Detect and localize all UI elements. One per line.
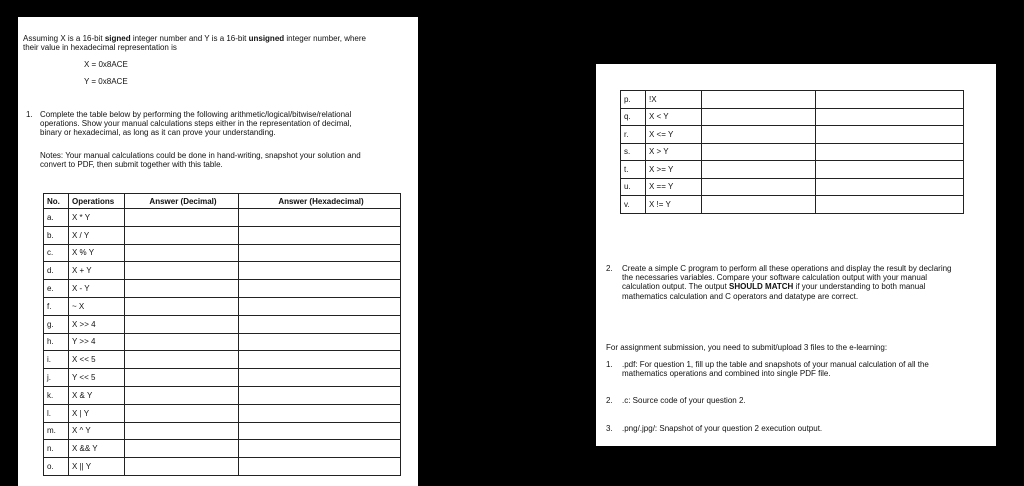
answer-hexadecimal-cell[interactable] bbox=[239, 386, 401, 404]
answer-hexadecimal-cell[interactable] bbox=[239, 333, 401, 351]
operation-cell: X && Y bbox=[69, 440, 125, 458]
answer-hexadecimal-cell[interactable] bbox=[239, 404, 401, 422]
answer-hexadecimal-cell[interactable] bbox=[239, 209, 401, 227]
header-answer-decimal: Answer (Decimal) bbox=[125, 194, 239, 209]
answer-decimal-cell[interactable] bbox=[702, 178, 816, 196]
question-1-number: 1. bbox=[26, 110, 33, 119]
table-row bbox=[44, 333, 401, 351]
answer-hexadecimal-cell[interactable] bbox=[816, 108, 964, 126]
relational-table-body bbox=[621, 91, 964, 214]
operation-cell: X | Y bbox=[69, 404, 125, 422]
operation-cell: X + Y bbox=[69, 262, 125, 280]
question-1-notes-1: Notes: Your manual calculations could be done in hand-writing, snapshot your solution and bbox=[40, 151, 361, 160]
answer-decimal-cell[interactable] bbox=[125, 315, 239, 333]
table-row bbox=[44, 369, 401, 387]
question-2-number: 2. bbox=[606, 264, 613, 273]
row-number-cell: u. bbox=[621, 178, 646, 196]
row-number-cell: g. bbox=[44, 315, 69, 333]
answer-decimal-cell[interactable] bbox=[702, 91, 816, 109]
operation-cell: ~ X bbox=[69, 297, 125, 315]
answer-hexadecimal-cell[interactable] bbox=[239, 262, 401, 280]
table-row bbox=[621, 161, 964, 179]
answer-decimal-cell[interactable] bbox=[125, 262, 239, 280]
header-no: No. bbox=[44, 194, 69, 209]
answer-decimal-cell[interactable] bbox=[702, 126, 816, 144]
table-row bbox=[44, 209, 401, 227]
header-operations: Operations bbox=[69, 194, 125, 209]
row-number-cell: e. bbox=[44, 280, 69, 298]
answer-hexadecimal-cell[interactable] bbox=[239, 315, 401, 333]
row-number-cell: k. bbox=[44, 386, 69, 404]
operation-cell: X * Y bbox=[69, 209, 125, 227]
answer-decimal-cell[interactable] bbox=[125, 440, 239, 458]
operation-cell: X & Y bbox=[69, 386, 125, 404]
submission-item-1-line-2: mathematics operations and combined into single PDF file. bbox=[622, 369, 831, 378]
intro-line-2: their value in hexadecimal representation is bbox=[23, 43, 177, 52]
row-number-cell: i. bbox=[44, 351, 69, 369]
answer-decimal-cell[interactable] bbox=[125, 333, 239, 351]
answer-hexadecimal-cell[interactable] bbox=[816, 91, 964, 109]
operation-cell: X >= Y bbox=[646, 161, 702, 179]
submission-item-1-line-1: .pdf: For question 1, fill up the table and snapshots of your manual calculation of all the bbox=[622, 360, 929, 369]
question-1-line-1: Complete the table below by performing the following arithmetic/logical/bitwise/relational bbox=[40, 110, 352, 119]
row-number-cell: q. bbox=[621, 108, 646, 126]
answer-decimal-cell[interactable] bbox=[702, 143, 816, 161]
submission-item-2-number: 2. bbox=[606, 396, 613, 405]
table-row bbox=[621, 126, 964, 144]
row-number-cell: j. bbox=[44, 369, 69, 387]
answer-decimal-cell[interactable] bbox=[125, 369, 239, 387]
row-number-cell: f. bbox=[44, 297, 69, 315]
table-row bbox=[44, 297, 401, 315]
answer-hexadecimal-cell[interactable] bbox=[816, 161, 964, 179]
submission-item-3-line-1: .png/.jpg/: Snapshot of your question 2 execution output. bbox=[622, 424, 823, 433]
operation-cell: X << 5 bbox=[69, 351, 125, 369]
table-row bbox=[621, 91, 964, 109]
operation-cell: X == Y bbox=[646, 178, 702, 196]
left-document-page bbox=[18, 17, 418, 486]
table-row bbox=[44, 440, 401, 458]
row-number-cell: l. bbox=[44, 404, 69, 422]
answer-hexadecimal-cell[interactable] bbox=[816, 196, 964, 214]
table-row bbox=[44, 458, 401, 476]
operations-table-body bbox=[44, 209, 401, 476]
answer-decimal-cell[interactable] bbox=[702, 108, 816, 126]
row-number-cell: c. bbox=[44, 244, 69, 262]
question-1-line-2: operations. Show your manual calculations steps either in the representation of decimal, bbox=[40, 119, 352, 128]
table-row bbox=[44, 244, 401, 262]
table-row bbox=[621, 108, 964, 126]
y-value: Y = 0x8ACE bbox=[84, 77, 128, 86]
answer-hexadecimal-cell[interactable] bbox=[239, 244, 401, 262]
table-row bbox=[44, 404, 401, 422]
row-number-cell: d. bbox=[44, 262, 69, 280]
question-1-notes-2: convert to PDF, then submit together with this table. bbox=[40, 160, 223, 169]
answer-hexadecimal-cell[interactable] bbox=[239, 440, 401, 458]
operation-cell: X / Y bbox=[69, 226, 125, 244]
answer-decimal-cell[interactable] bbox=[125, 244, 239, 262]
row-number-cell: s. bbox=[621, 143, 646, 161]
row-number-cell: a. bbox=[44, 209, 69, 227]
row-number-cell: n. bbox=[44, 440, 69, 458]
operation-cell: X != Y bbox=[646, 196, 702, 214]
table-row bbox=[44, 351, 401, 369]
answer-hexadecimal-cell[interactable] bbox=[816, 143, 964, 161]
row-number-cell: p. bbox=[621, 91, 646, 109]
operation-cell: X > Y bbox=[646, 143, 702, 161]
operation-cell: X <= Y bbox=[646, 126, 702, 144]
table-row bbox=[44, 280, 401, 298]
row-number-cell: o. bbox=[44, 458, 69, 476]
answer-decimal-cell[interactable] bbox=[125, 458, 239, 476]
table-row bbox=[44, 226, 401, 244]
table-row bbox=[44, 315, 401, 333]
operation-cell: X >> 4 bbox=[69, 315, 125, 333]
row-number-cell: m. bbox=[44, 422, 69, 440]
answer-decimal-cell[interactable] bbox=[125, 209, 239, 227]
operation-cell: X - Y bbox=[69, 280, 125, 298]
answer-hexadecimal-cell[interactable] bbox=[239, 280, 401, 298]
answer-decimal-cell[interactable] bbox=[125, 226, 239, 244]
question-2-line-2: the necessaries variables. Compare your software calculation output with your manual bbox=[622, 273, 928, 282]
row-number-cell: r. bbox=[621, 126, 646, 144]
operation-cell: X ^ Y bbox=[69, 422, 125, 440]
question-2-line-3: calculation output. The output SHOULD MATCH if your understanding to both manual bbox=[622, 282, 926, 291]
operation-cell: Y >> 4 bbox=[69, 333, 125, 351]
answer-hexadecimal-cell[interactable] bbox=[239, 226, 401, 244]
table-row bbox=[621, 196, 964, 214]
question-2-line-4: mathematics calculation and C operators and datatype are correct. bbox=[622, 292, 859, 301]
question-2-line-1: Create a simple C program to perform all these operations and display the result by declaring bbox=[622, 264, 952, 273]
operation-cell: Y << 5 bbox=[69, 369, 125, 387]
operation-cell: X || Y bbox=[69, 458, 125, 476]
operation-cell: !X bbox=[646, 91, 702, 109]
table-row bbox=[621, 178, 964, 196]
table-row bbox=[44, 262, 401, 280]
operation-cell: X < Y bbox=[646, 108, 702, 126]
answer-decimal-cell[interactable] bbox=[125, 422, 239, 440]
answer-hexadecimal-cell[interactable] bbox=[816, 178, 964, 196]
operations-table bbox=[43, 193, 401, 476]
answer-hexadecimal-cell[interactable] bbox=[239, 458, 401, 476]
answer-decimal-cell[interactable] bbox=[702, 196, 816, 214]
table-header-row bbox=[44, 194, 401, 209]
answer-hexadecimal-cell[interactable] bbox=[239, 297, 401, 315]
operation-cell: X % Y bbox=[69, 244, 125, 262]
table-row bbox=[621, 143, 964, 161]
answer-decimal-cell[interactable] bbox=[125, 404, 239, 422]
table-row bbox=[44, 386, 401, 404]
intro-line-1: Assuming X is a 16-bit signed integer number and Y is a 16-bit unsigned integer number, where bbox=[23, 34, 366, 43]
relational-operations-table bbox=[620, 90, 964, 214]
answer-decimal-cell[interactable] bbox=[125, 297, 239, 315]
submission-item-1-number: 1. bbox=[606, 360, 613, 369]
row-number-cell: h. bbox=[44, 333, 69, 351]
submission-item-3-number: 3. bbox=[606, 424, 613, 433]
answer-decimal-cell[interactable] bbox=[125, 280, 239, 298]
row-number-cell: v. bbox=[621, 196, 646, 214]
x-value: X = 0x8ACE bbox=[84, 60, 128, 69]
answer-hexadecimal-cell[interactable] bbox=[239, 369, 401, 387]
row-number-cell: b. bbox=[44, 226, 69, 244]
question-1-line-3: binary or hexadecimal, as long as it can prove your understanding. bbox=[40, 128, 276, 137]
header-answer-hexadecimal: Answer (Hexadecimal) bbox=[239, 194, 401, 209]
table-row bbox=[44, 422, 401, 440]
right-document-page bbox=[596, 64, 996, 446]
answer-decimal-cell[interactable] bbox=[125, 351, 239, 369]
answer-decimal-cell[interactable] bbox=[702, 161, 816, 179]
submission-intro: For assignment submission, you need to submit/upload 3 files to the e-learning: bbox=[606, 343, 888, 352]
answer-decimal-cell[interactable] bbox=[125, 386, 239, 404]
submission-item-2-line-1: .c: Source code of your question 2. bbox=[622, 396, 746, 405]
answer-hexadecimal-cell[interactable] bbox=[239, 351, 401, 369]
answer-hexadecimal-cell[interactable] bbox=[816, 126, 964, 144]
answer-hexadecimal-cell[interactable] bbox=[239, 422, 401, 440]
row-number-cell: t. bbox=[621, 161, 646, 179]
